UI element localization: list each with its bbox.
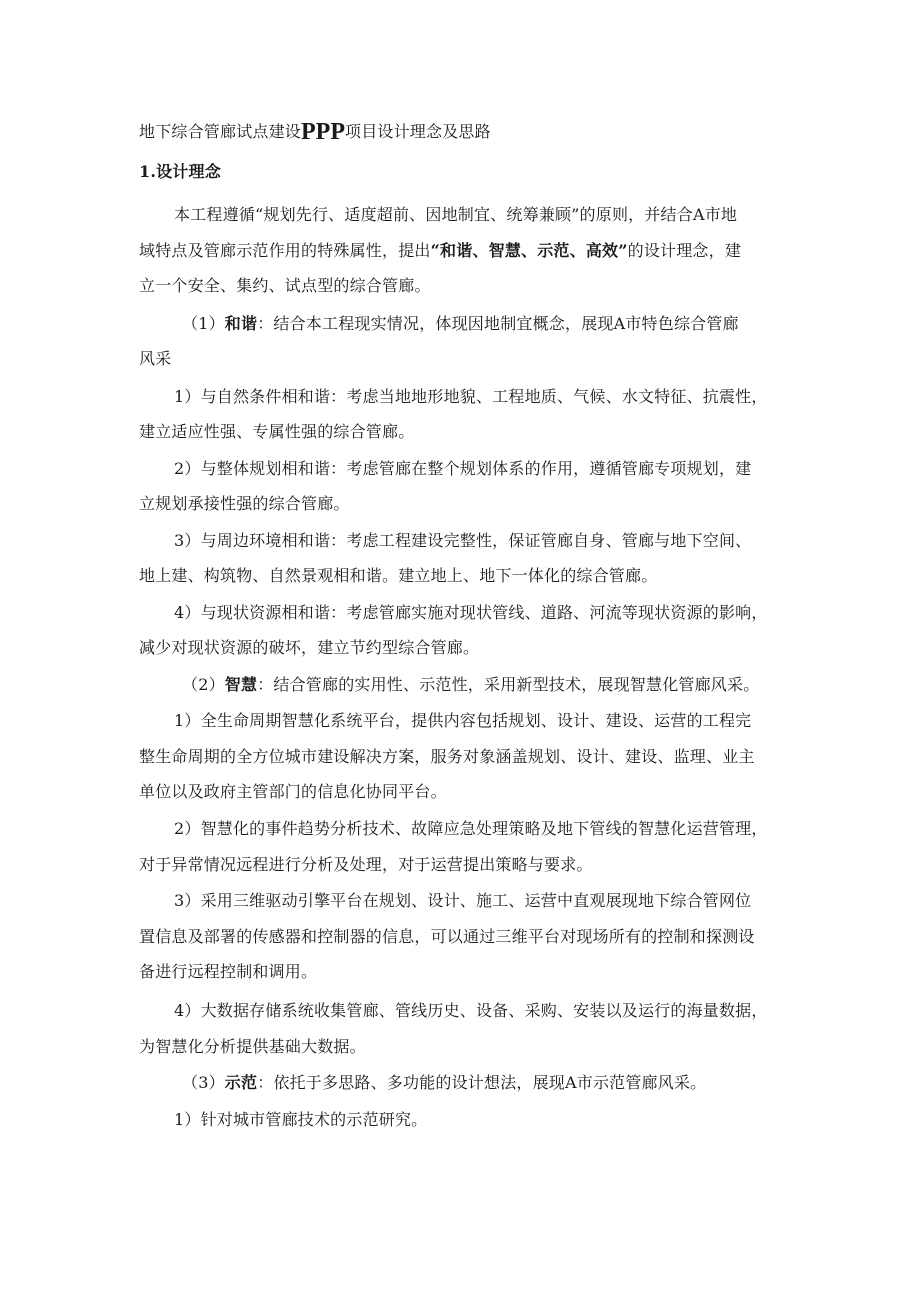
harmony-text: ：结合本工程现实情况，体现因地制宜概念，展现A市特色综合管廊 [257, 314, 739, 333]
wisdom-item-1-line-3: 单位以及政府主管部门的信息化协同平台。 [139, 782, 447, 801]
wisdom-item-2-line-2: 对于异常情况远程进行分析及处理，对于运营提出策略与要求。 [139, 855, 593, 874]
harmony-item-3-line-1: 3）与周边环境相和谐：考虑工程建设完整性，保证管廊自身、管廊与地下空间、 [174, 531, 752, 550]
intro-line-2-post: 的设计理念，建 [627, 241, 742, 260]
intro-line-1: 本工程遵循“规划先行、适度超前、因地制宜、统筹兼顾”的原则，并结合A市地 [174, 205, 738, 224]
harmony-heading [182, 314, 739, 334]
intro-line-2-pre: 域特点及管廊示范作用的特殊属性，提出 [139, 241, 431, 260]
harmony-item-3-line-2: 地上建、构筑物、自然景观相和谐。建立地上、地下一体化的综合管廊。 [139, 566, 658, 585]
demo-number: （3） [182, 1073, 225, 1092]
intro-line-3: 立一个安全、集约、试点型的综合管廊。 [139, 276, 431, 295]
wisdom-heading [182, 675, 759, 695]
wisdom-label: 智慧 [224, 675, 258, 694]
harmony-item-2-line-2: 立规划承接性强的综合管廊。 [139, 494, 350, 513]
harmony-continuation: 风采 [139, 349, 172, 368]
wisdom-item-3-line-3: 备进行远程控制和调用。 [139, 962, 318, 981]
title-prefix: 地下综合管廊试点建设 [139, 122, 302, 141]
wisdom-text: ：结合管廊的实用性、示范性，采用新型技术，展现智慧化管廊风采。 [257, 675, 760, 694]
wisdom-item-1-line-2: 整生命周期的全方位城市建设解决方案，服务对象涵盖规划、设计、建设、监理、业主 [139, 747, 755, 766]
harmony-item-4-line-1: 4）与现状资源相和谐：考虑管廊实施对现状管线、道路、河流等现状资源的影响， [174, 603, 768, 622]
demo-text: ：依托于多思路、多功能的设计想法，展现A市示范管廊风采。 [257, 1073, 707, 1092]
wisdom-item-3-line-1: 3）采用三维驱动引擎平台在规划、设计、施工、运营中直观展现地下综合管网位 [174, 891, 752, 910]
wisdom-item-4-line-1: 4）大数据存储系统收集管廊、管线历史、设备、采购、安装以及运行的海量数据， [174, 1001, 768, 1020]
wisdom-item-4-line-2: 为智慧化分析提供基础大数据。 [139, 1037, 366, 1056]
harmony-label: 和谐 [224, 314, 258, 333]
section-heading: 1.设计理念 [139, 162, 221, 181]
title-suffix: 项目设计理念及思路 [345, 122, 491, 141]
harmony-item-1-line-2: 建立适应性强、专属性强的综合管廊。 [139, 422, 415, 441]
design-concept-keywords: “和谐、智慧、示范、高效” [430, 241, 628, 260]
document-title [139, 119, 491, 145]
wisdom-item-2-line-1: 2）智慧化的事件趋势分析技术、故障应急处理策略及地下管线的智慧化运营管理， [174, 819, 768, 838]
title-ppp: PPP [301, 119, 345, 145]
wisdom-item-1-line-1: 1）全生命周期智慧化系统平台，提供内容包括规划、设计、建设、运营的工程完 [174, 711, 752, 730]
wisdom-number: （2） [182, 675, 225, 694]
demo-item-1: 1）针对城市管廊技术的示范研究。 [174, 1110, 428, 1129]
harmony-item-1-line-1: 1）与自然条件相和谐：考虑当地地形地貌、工程地质、气候、水文特征、抗震性， [174, 387, 768, 406]
intro-line-2 [139, 241, 741, 261]
demo-label: 示范 [224, 1073, 258, 1092]
wisdom-item-3-line-2: 置信息及部署的传感器和控制器的信息，可以通过三维平台对现场所有的控制和探测设 [139, 927, 755, 946]
harmony-item-4-line-2: 减少对现状资源的破坏，建立节约型综合管廊。 [139, 638, 480, 657]
harmony-item-2-line-1: 2）与整体规划相和谐：考虑管廊在整个规划体系的作用，遵循管廊专项规划，建 [174, 459, 752, 478]
demo-heading [182, 1073, 706, 1093]
harmony-number: （1） [182, 314, 225, 333]
